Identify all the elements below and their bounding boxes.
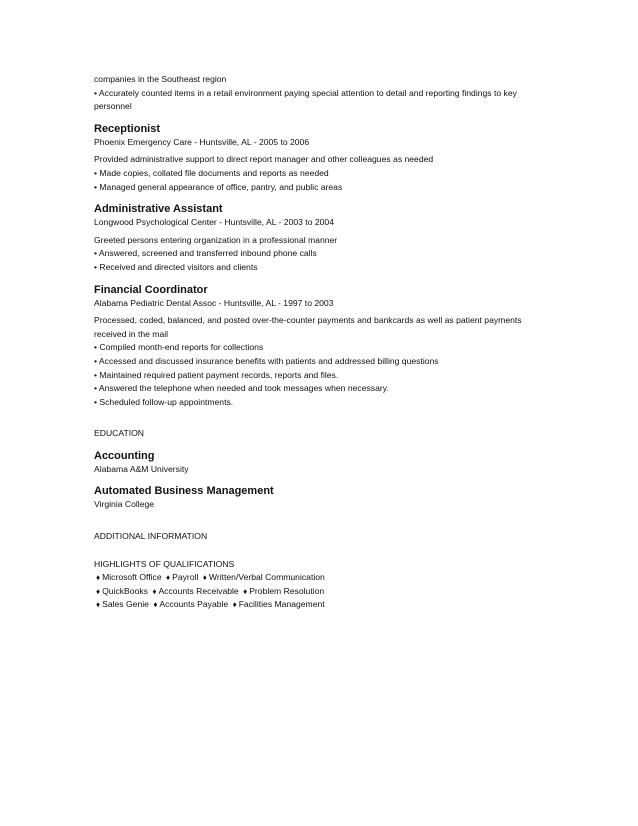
job-bullet: • Managed general appearance of office, pantry, and public areas [94, 181, 343, 192]
intro-bullet: • Accurately counted items in a retail environment paying special attention to detail and reporting findings to key personnel [94, 87, 517, 112]
education-degree: Automated Business Management [94, 485, 274, 498]
job-meta: Alabama Pediatric Dental Assoc - Huntsville, AL - 1997 to 2003 [94, 297, 334, 308]
education-school: Alabama A&M University [94, 463, 189, 474]
qualification-item: Accounts Receivable [158, 585, 239, 596]
resume-page [94, 73, 554, 612]
education-school: Virginia College [94, 499, 155, 510]
education-degree: Accounting [94, 449, 155, 462]
diamond-bullet-icon: ♦ [96, 600, 101, 610]
job-bullet: Provided administrative support to direct report manager and other colleagues as needed [94, 154, 434, 165]
qualifications-row [94, 598, 554, 612]
job-bullet: • Accessed and discussed insurance benefits with patients and addressed billing questions [94, 355, 439, 366]
job-title: Financial Coordinator [94, 283, 208, 296]
intro-line: companies in the Southeast region [94, 74, 227, 84]
qualifications-row [94, 571, 554, 585]
diamond-bullet-icon: ♦ [202, 573, 207, 583]
diamond-bullet-icon: ♦ [166, 573, 171, 583]
job-bullet: • Made copies, collated file documents and reports as needed [94, 167, 329, 178]
qualification-item: Payroll [172, 572, 199, 583]
job-bullet: • Scheduled follow-up appointments. [94, 396, 234, 407]
section-heading-education: EDUCATION [94, 428, 144, 439]
diamond-bullet-icon: ♦ [96, 573, 101, 583]
qualification-item: Problem Resolution [249, 585, 325, 596]
job-bullet: • Received and directed visitors and clients [94, 261, 258, 272]
qualification-item: Sales Genie [102, 599, 149, 610]
diamond-bullet-icon: ♦ [232, 600, 237, 610]
diamond-bullet-icon: ♦ [243, 586, 248, 596]
job-bullet: • Maintained required patient payment records, reports and files. [94, 369, 339, 380]
diamond-bullet-icon: ♦ [153, 600, 158, 610]
job-title: Receptionist [94, 122, 161, 135]
job-bullet: Processed, coded, balanced, and posted over-the-counter payments and bankcards as well as patient payments received in the mail [94, 315, 522, 339]
qualifications-heading: HIGHLIGHTS OF QUALIFICATIONS [94, 558, 235, 569]
qualifications-row [94, 585, 554, 599]
job-meta: Longwood Psychological Center - Huntsville, AL - 2003 to 2004 [94, 217, 334, 228]
section-heading-additional: ADDITIONAL INFORMATION [94, 531, 208, 542]
job-title: Administrative Assistant [94, 203, 223, 216]
diamond-bullet-icon: ♦ [96, 586, 101, 596]
job-meta: Phoenix Emergency Care - Huntsville, AL - 2005 to 2006 [94, 136, 310, 147]
qualification-item: QuickBooks [102, 585, 148, 596]
diamond-bullet-icon: ♦ [152, 586, 157, 596]
qualification-item: Written/Verbal Communication [208, 572, 325, 583]
job-bullet: • Compiled month-end reports for collections [94, 342, 264, 353]
job-bullet: • Answered, screened and transferred inbound phone calls [94, 248, 317, 259]
qualification-item: Microsoft Office [102, 572, 162, 583]
qualification-item: Accounts Payable [159, 599, 229, 610]
qualification-item: Facilities Management [238, 599, 325, 610]
job-bullet: • Answered the telephone when needed and took messages when necessary. [94, 383, 389, 394]
job-bullet: Greeted persons entering organization in a professional manner [94, 234, 338, 245]
